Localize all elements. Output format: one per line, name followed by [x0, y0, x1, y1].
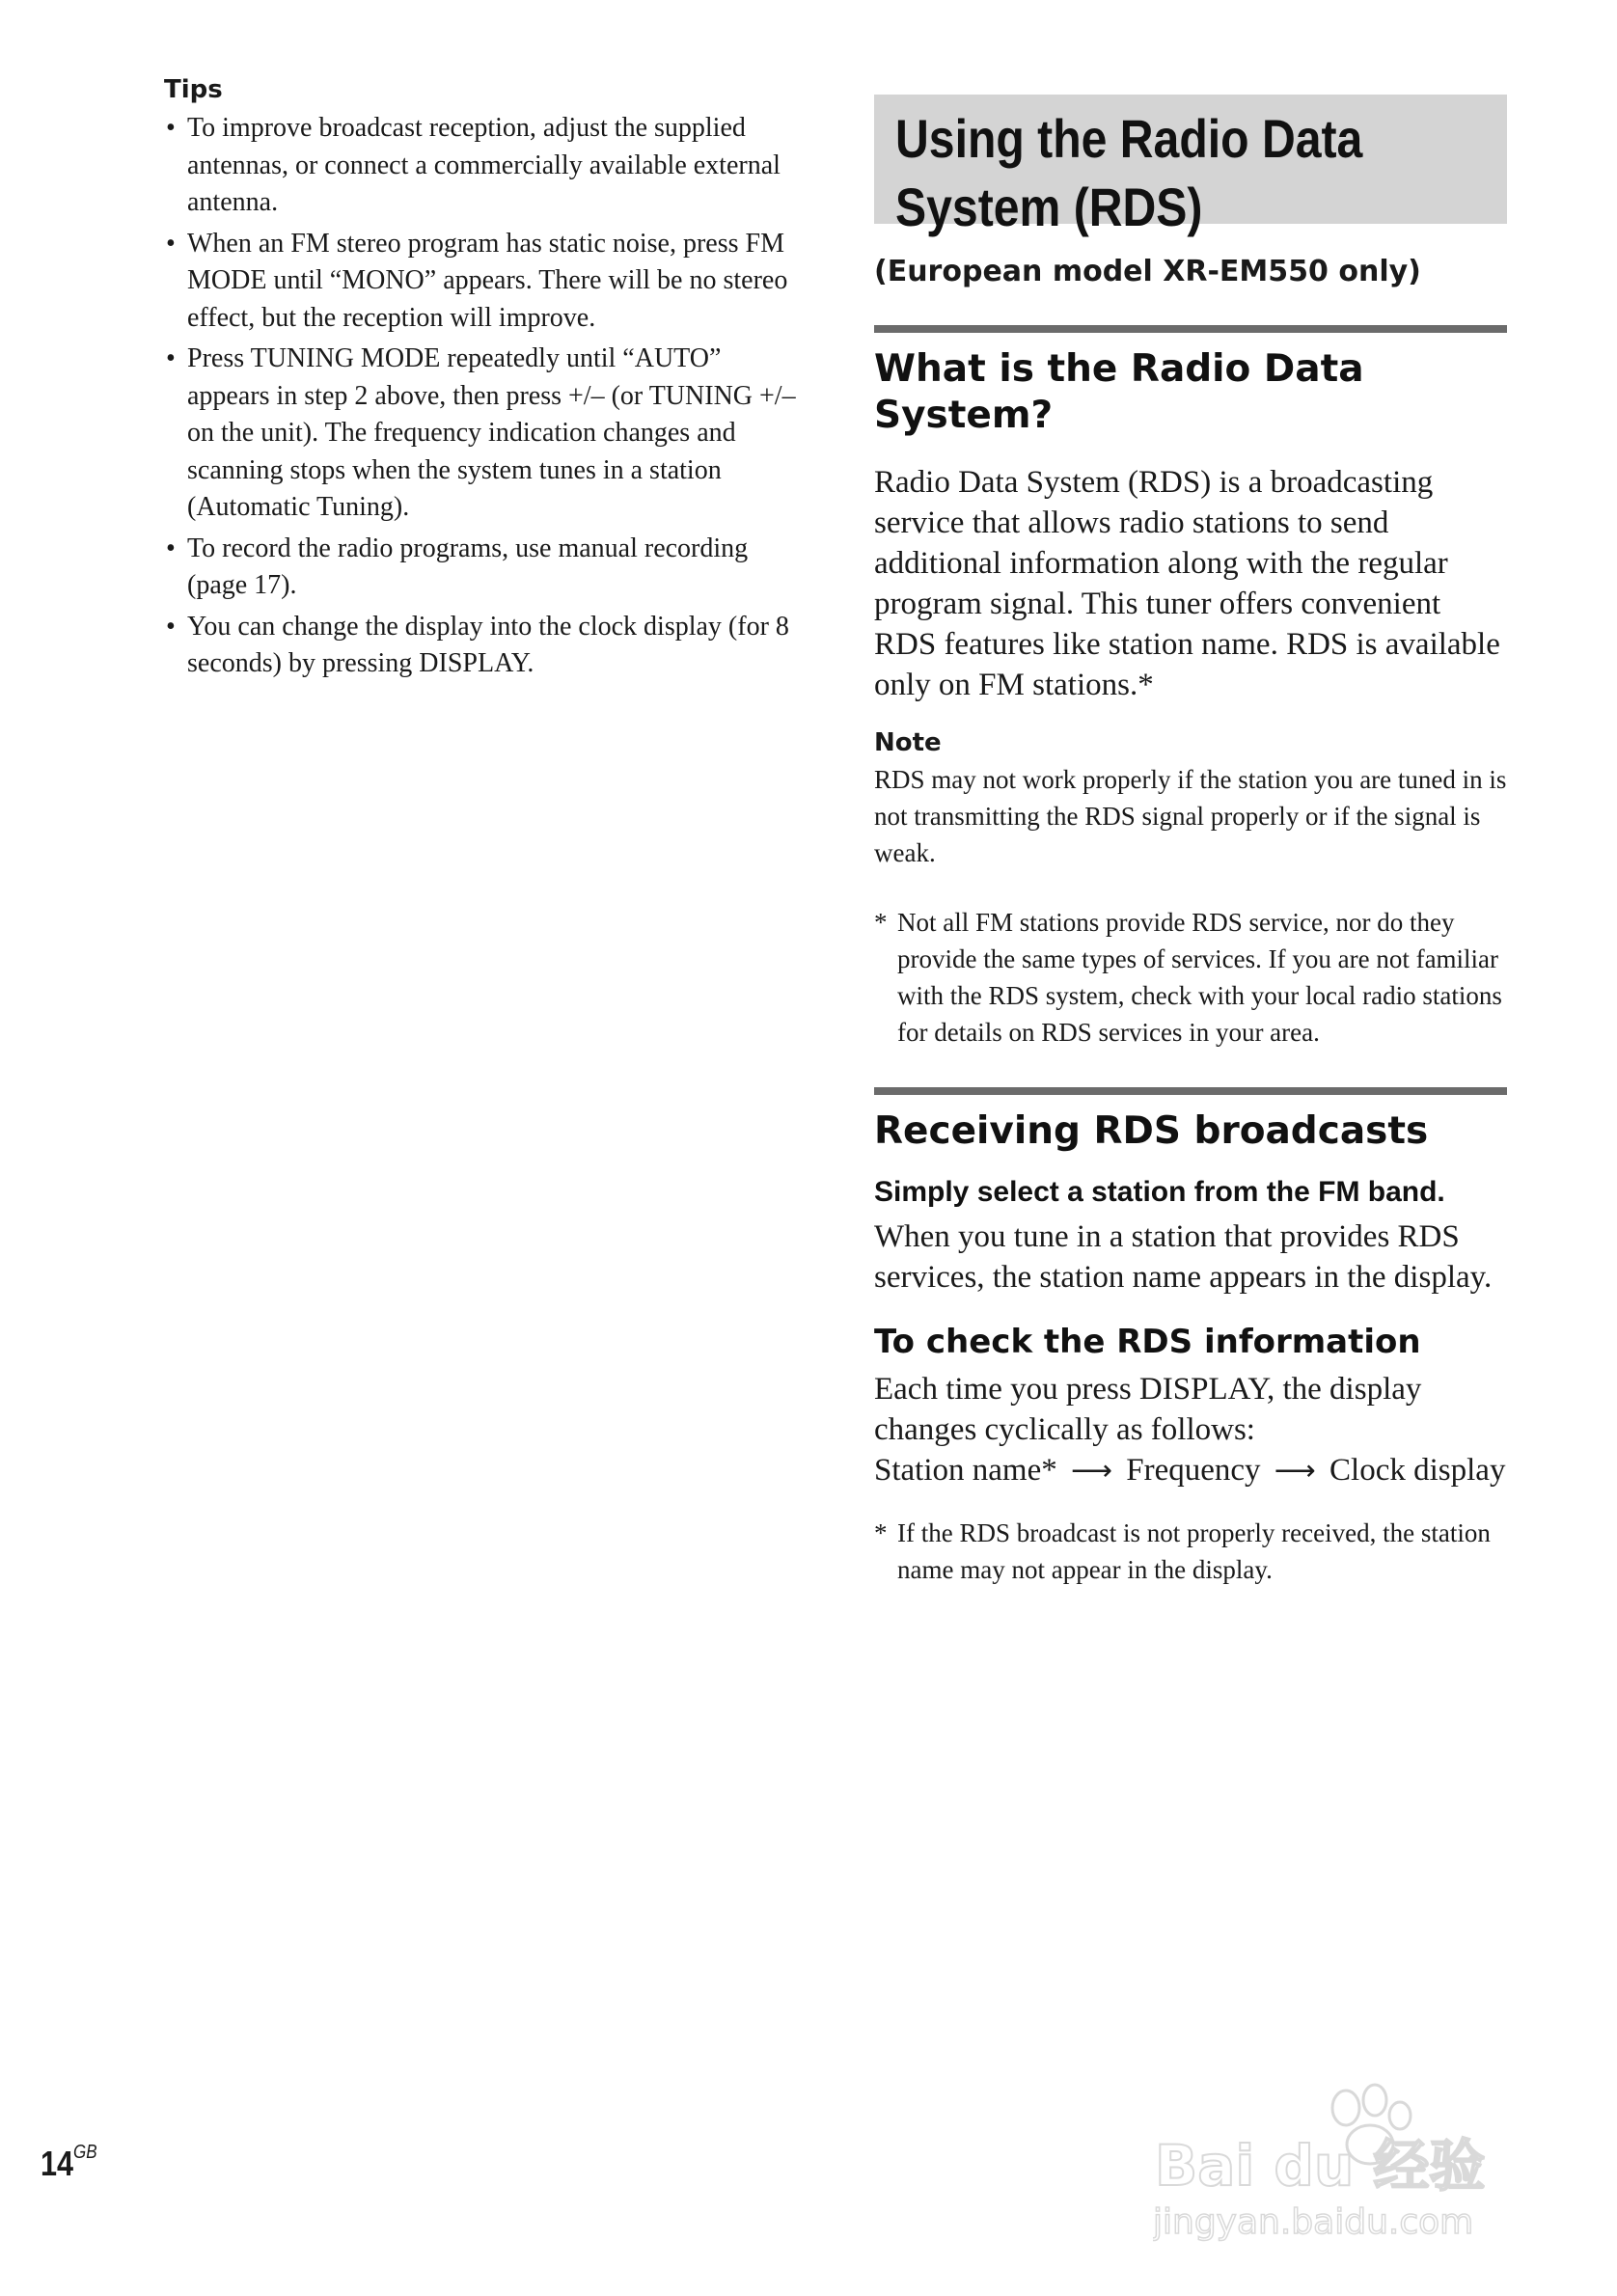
sequence-item: Station name*: [874, 1453, 1057, 1488]
tip-item: • You can change the display into the clock display (for 8 seconds) by pressing DISPLAY.: [164, 609, 801, 683]
note-text: RDS may not work properly if the station you are tuned in is not transmitting the RDS signal properly or if the signal is weak.: [874, 765, 1507, 867]
asterisk-mark: *: [874, 908, 888, 937]
bullet-icon: •: [166, 343, 176, 373]
section-subtitle: (European model XR-EM550 only): [874, 255, 1421, 288]
receiving-footnote: * If the RDS broadcast is not properly received, the station name may not appear in the display.: [874, 1515, 1507, 1588]
right-arrow-icon: ⟶: [1070, 1455, 1112, 1487]
tips-heading: Tips: [164, 75, 223, 104]
section-divider: [874, 1087, 1507, 1095]
what-is-body: Radio Data System (RDS) is a broadcasting service that allows radio stations to send additional information along with the regular program signal. This tuner offers convenient RDS features like station name. RDS is available only on FM stations.*: [874, 465, 1500, 702]
tip-item: • To record the radio programs, use manual recording (page 17).: [164, 531, 801, 605]
section-divider: [874, 325, 1507, 333]
svg-text:jingyan.baidu.com: jingyan.baidu.com: [1153, 2202, 1474, 2242]
section-title: Using the Radio Data System (RDS): [895, 108, 1363, 237]
tip-item: • Press TUNING MODE repeatedly until “AUTO” appears in step 2 above, then press +/– (or TUNING +/– on the unit). The frequency indication changes and scanning stops when the system tunes in a station (Automatic Tuning).: [164, 341, 801, 527]
tips-column: [164, 75, 801, 687]
note-heading: Note: [874, 728, 942, 757]
bullet-icon: •: [166, 533, 176, 563]
check-rds-body: Each time you press DISPLAY, the display changes cyclically as follows:: [874, 1372, 1422, 1447]
tip-item: • When an FM stereo program has static noise, press FM MODE until “MONO” appears. There will be no stereo effect, but the reception will improve.: [164, 226, 801, 338]
display-sequence: [874, 1450, 1507, 1491]
receiving-heading: Receiving RDS broadcasts: [874, 1109, 1429, 1153]
asterisk-mark: *: [874, 1518, 888, 1547]
tip-item: • To improve broadcast reception, adjust the supplied antennas, or connect a commercially available external antenna.: [164, 110, 801, 222]
tips-list: [164, 110, 801, 683]
rds-footnote: * Not all FM stations provide RDS service, nor do they provide the same types of services. If you are not familiar with the RDS system, check with your local radio stations for details on RDS services in your area.: [874, 904, 1507, 1051]
receiving-body: When you tune in a station that provides RDS services, the station name appears in the display.: [874, 1219, 1493, 1295]
check-rds-heading: To check the RDS information: [874, 1323, 1421, 1361]
sequence-item: Frequency: [1126, 1453, 1261, 1488]
bullet-icon: •: [166, 611, 176, 642]
rds-column: [874, 95, 1507, 1588]
receiving-subheading: Simply select a station from the FM band.: [874, 1176, 1445, 1208]
page-number: $14^{GB}$: [41, 2142, 97, 2183]
what-is-heading: What is the Radio Data System?: [874, 347, 1364, 437]
bullet-icon: •: [166, 113, 176, 143]
right-arrow-icon: ⟶: [1274, 1455, 1316, 1487]
sequence-item: Clock display: [1329, 1453, 1506, 1488]
bullet-icon: •: [166, 228, 176, 259]
section-title-box: [874, 95, 1507, 237]
svg-text:Bai du 经验: Bai du 经验: [1155, 2133, 1486, 2199]
baidu-watermark: [1153, 2060, 1539, 2253]
